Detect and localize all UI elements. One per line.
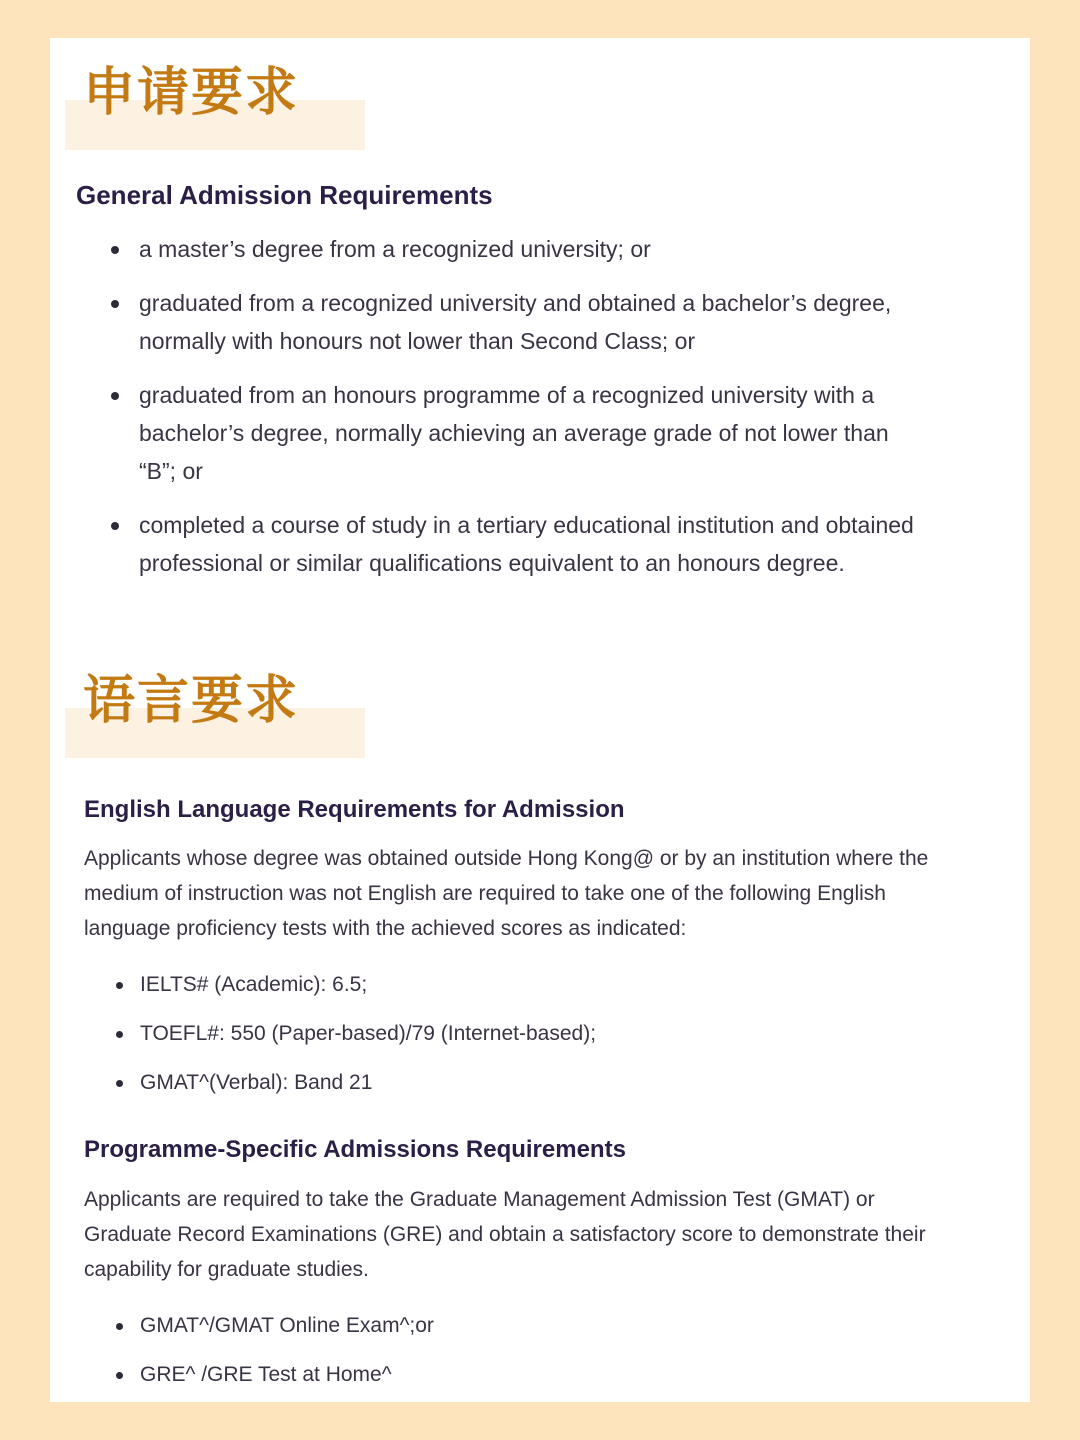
programme-tests-list [112,1311,932,1409]
list-item: GMAT^(Verbal): Band 21 [112,1068,932,1117]
content-card [50,38,1030,1402]
section-header-language [65,656,365,736]
english-requirements-heading: English Language Requirements for Admission [84,796,625,823]
section-header-application [65,48,365,128]
english-requirements-paragraph: Applicants whose degree was obtained outside Hong Kong@ or by an institution where the medium of instruction was not English are required to take one of the following English language proficiency tests with the achieved scores as indicated: [84,847,929,940]
list-item: a master’s degree from a recognized university; or [108,230,928,268]
general-requirements-heading: General Admission Requirements [76,180,493,210]
list-item: IELTS# (Academic): 6.5; [112,970,932,1019]
list-item: GMAT^/GMAT Online Exam^;or [112,1311,932,1360]
section-title-zh: 申请要求 [83,63,300,123]
list-item: completed a course of study in a tertiary educational institution and obtained professional or similar qualifications equivalent to an honours degree. [108,506,928,582]
programme-requirements-heading: Programme-Specific Admissions Requirements [84,1136,626,1163]
list-item: TOEFL#: 550 (Paper-based)/79 (Internet-based); [112,1019,932,1068]
english-tests-list [112,970,932,1117]
section-title-zh: 语言要求 [83,671,300,731]
general-requirements-list [108,230,928,598]
list-item: graduated from an honours programme of a recognized university with a bachelor’s degree, normally achieving an average grade of not lower than “B”; or [108,376,928,490]
list-item: GRE^ /GRE Test at Home^ [112,1360,932,1409]
list-item: graduated from a recognized university and obtained a bachelor’s degree, normally with honours not lower than Second Class; or [108,284,928,360]
programme-requirements-paragraph: Applicants are required to take the Graduate Management Admission Test (GMAT) or Graduate Record Examinations (GRE) and obtain a satisfactory score to demonstrate their capability for graduate studies. [84,1188,926,1281]
